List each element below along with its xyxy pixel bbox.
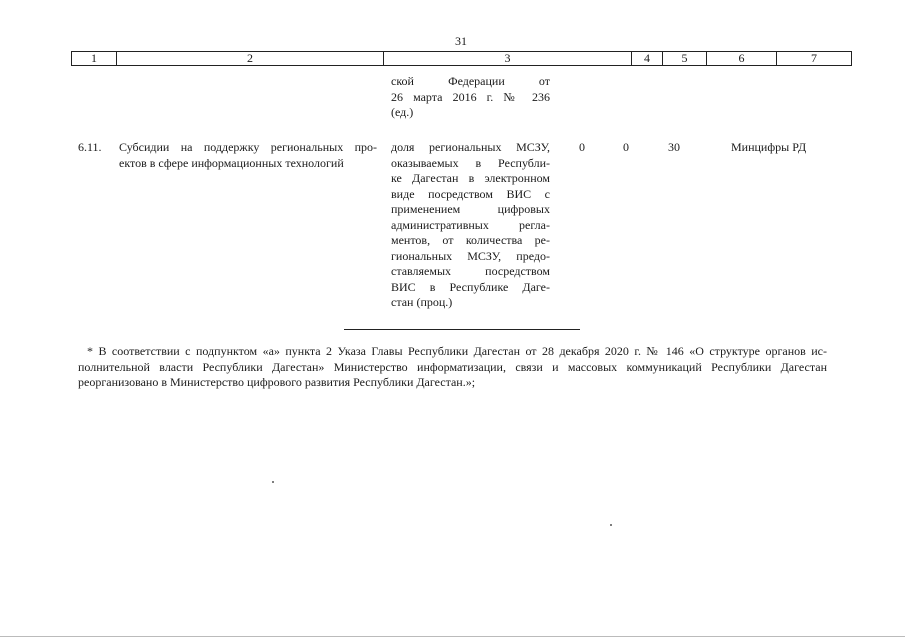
indicator-line: ке Дагестан в электронном <box>391 171 550 185</box>
footnote <box>78 344 827 391</box>
indicator-line: административных регла- <box>391 217 550 232</box>
scan-speck <box>272 481 274 483</box>
row-name-line: ектов в сфере информационных технологий <box>119 155 344 170</box>
indicator-line: доля региональных МСЗУ, <box>391 140 550 154</box>
indicator-line: ставляемых посредством <box>391 264 550 278</box>
scan-edge-line <box>0 636 905 637</box>
header-col-5: 5 <box>663 52 707 65</box>
table-header-row <box>71 51 852 66</box>
continuation-line: (ед.) <box>391 105 414 119</box>
header-col-2: 2 <box>117 52 384 65</box>
row-name <box>119 140 377 171</box>
header-col-1: 1 <box>72 52 117 65</box>
continuation-line: 26 марта 2016 г. № 236 <box>391 89 550 104</box>
row-value-col6: 30 <box>668 140 680 154</box>
indicator-line: применением цифровых <box>391 202 550 216</box>
continuation-line: ской Федерации от <box>391 74 550 88</box>
footnote-separator <box>344 329 580 330</box>
indicator-line: ментов, от количества ре- <box>391 233 550 247</box>
footnote-line: * В соответствии с подпунктом «а» пункта 2 Указа Главы Республики Дагестан от 28 декабря 2020 г. № 146 «О структуре органов ис- <box>87 344 827 358</box>
header-col-6: 6 <box>707 52 777 65</box>
indicator-line: виде посредством ВИС с <box>391 186 550 201</box>
indicator-line: стан (проц.) <box>391 295 453 309</box>
row-indicator <box>391 140 550 311</box>
continuation-indicator-text <box>391 74 550 121</box>
row-number: 6.11. <box>78 140 102 154</box>
row-responsible: Минцифры РД <box>731 140 807 154</box>
header-col-7: 7 <box>811 51 817 65</box>
indicator-line: гиональных МСЗУ, предо- <box>391 248 550 263</box>
indicator-line: ВИС в Республике Даге- <box>391 279 550 294</box>
header-col-3: 3 <box>384 52 632 65</box>
page-number: 31 <box>455 34 467 48</box>
indicator-line: оказываемых в Республи- <box>391 155 550 170</box>
header-col-4: 4 <box>632 52 663 65</box>
row-name-line: Субсидии на поддержку региональных про- <box>119 140 377 154</box>
row-value-col4: 0 <box>579 140 585 154</box>
footnote-line: реорганизовано в Министерство цифрового развития Республики Дагестан.»; <box>78 375 476 389</box>
scan-speck <box>610 524 612 526</box>
footnote-line: полнительной власти Республики Дагестан» Министерство информатизации, связи и массовых коммуникаций Республики Дагестан <box>78 359 827 374</box>
row-value-col5: 0 <box>623 140 629 154</box>
